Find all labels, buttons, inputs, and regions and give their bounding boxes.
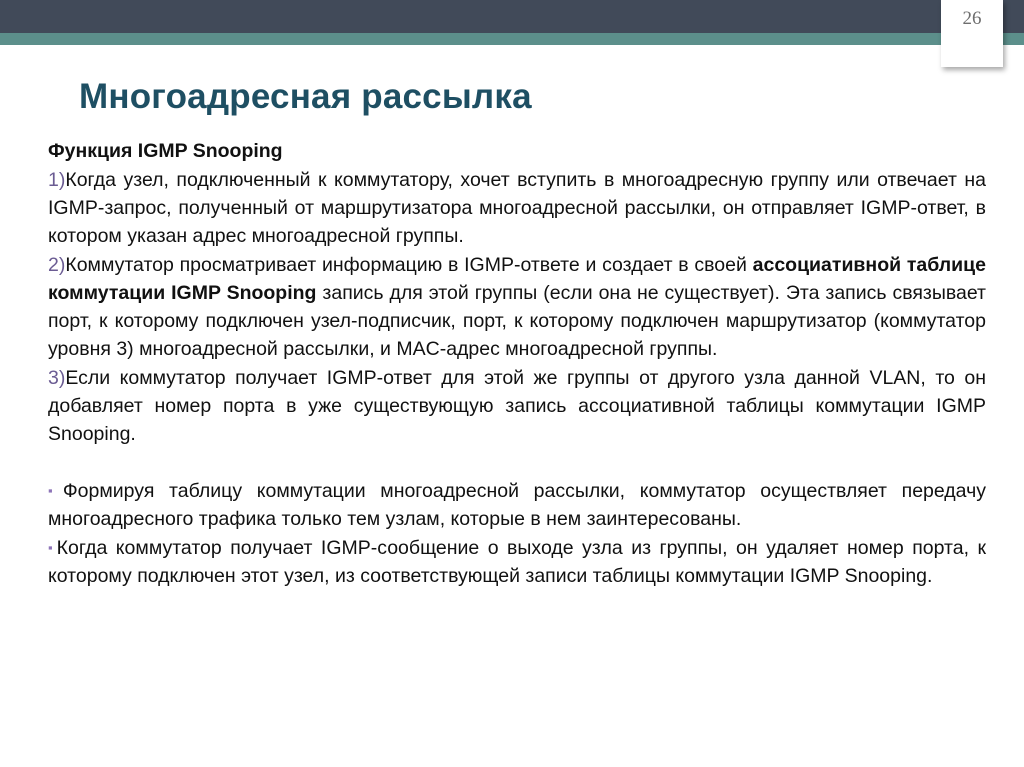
- list-item: [48, 364, 986, 448]
- square-bullet-icon: ▪: [48, 483, 62, 498]
- bullet-item: [48, 477, 986, 533]
- bullet-text: Формируя таблицу коммутации многоадресной рассылки, коммутатор осуществляет передачу многоадресного трафика только тем узлам, которые в нем заинтересованы.: [48, 480, 987, 530]
- list-item: [48, 166, 986, 250]
- header-bar: [0, 0, 1024, 33]
- page-number: 26: [962, 8, 982, 29]
- list-item: [48, 251, 986, 363]
- slide-title: Многоадресная рассылка: [79, 77, 532, 116]
- slide-body: [48, 137, 986, 591]
- spacer: [48, 449, 986, 477]
- list-number: 1): [48, 169, 66, 191]
- list-item-text: Когда узел, подключенный к коммутатору, хочет вступить в многоадресную группу или отвечает на IGMP-запрос, полученный от маршрутизатора многоадресной рассылки, он отправляет IGMP-ответ, в котором указан адрес многоадресной группы.: [48, 169, 986, 247]
- list-number: 2): [48, 254, 66, 276]
- list-item-emphasis: ассоциативной таблице коммутации IGMP Snooping: [48, 254, 986, 304]
- bullet-item: [48, 534, 986, 590]
- accent-stripe: [0, 33, 1024, 45]
- list-item-text: запись для этой группы (если она не существует). Эта запись связывает порт, к которому подключен узел-подписчик, порт, к которому подключен маршрутизатор (коммутатор уровня 3) многоадресной рассылки, и MAC-адрес многоадресной группы.: [48, 282, 986, 360]
- list-item-text: Коммутатор просматривает информацию в IGMP-ответе и создает в своей: [65, 254, 753, 276]
- section-subtitle: Функция IGMP Snooping: [48, 140, 283, 162]
- list-item-text: Если коммутатор получает IGMP-ответ для этой же группы от другого узла данной VLAN, то он добавляет номер порта в уже существующую запись ассоциативной таблицы коммутации IGMP Snooping.: [48, 367, 986, 445]
- square-bullet-icon: ▪: [48, 540, 56, 555]
- bullet-text: Когда коммутатор получает IGMP-сообщение о выходе узла из группы, он удаляет номер порта, к которому подключен этот узел, из соответствующей записи таблицы коммутации IGMP Snooping.: [48, 537, 986, 587]
- list-number: 3): [48, 367, 66, 389]
